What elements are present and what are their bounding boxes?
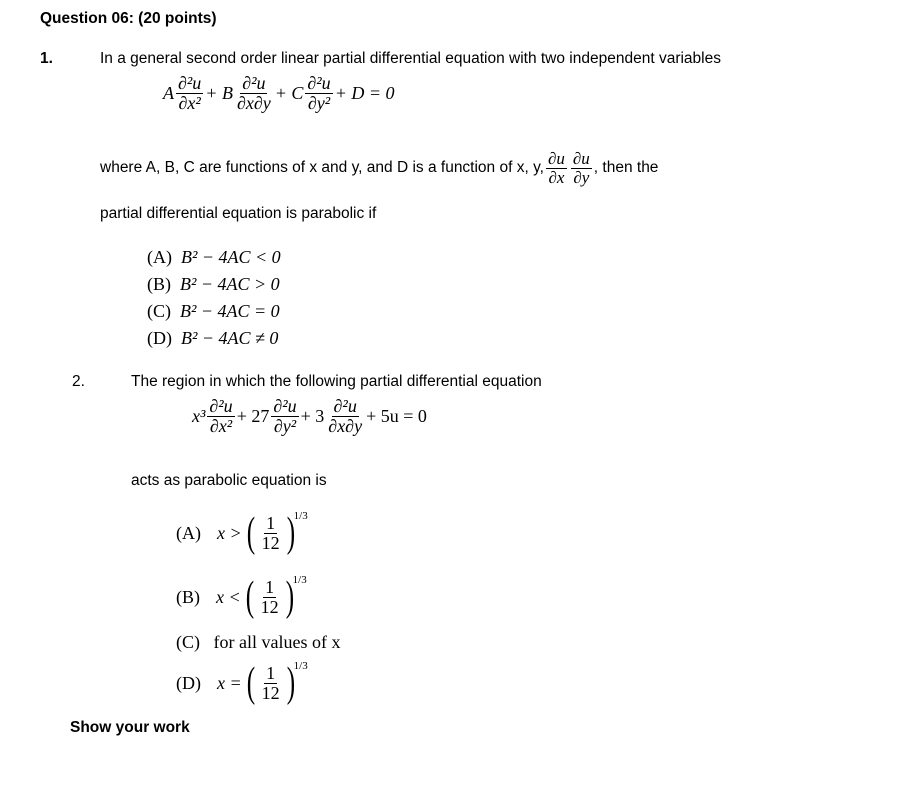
frac-d2u-dxdy: $\frac{\text{∂²u}}{\partial x\partial y}$	[236, 73, 271, 113]
frac-d2u-dx2: $\frac{\text{∂²u}}{\text{∂x²}}$	[178, 73, 202, 113]
x-cubed: x³	[192, 405, 206, 426]
q1-where-line	[100, 150, 658, 187]
q1-option-a: (A) B² − 4AC < 0	[147, 247, 281, 267]
show-work-label: Show your work	[70, 719, 190, 736]
q1-intro: In a general second order linear partial differential equation with two independent variables	[100, 50, 721, 67]
q1-number: 1.	[40, 50, 53, 67]
q2-line2: acts as parabolic equation is	[131, 472, 327, 489]
frac-d2u-dxdy: $\frac{\text{∂²u}}{\partial x\partial y}$	[328, 396, 363, 436]
q1-line3: partial differential equation is parabolic if	[100, 205, 377, 222]
coef-c: + C	[274, 82, 304, 103]
question-title: Question 06: (20 points)	[40, 10, 217, 27]
q1-equation	[163, 74, 394, 113]
frac-du-dy: $\frac{\partial u}{\partial y}$	[572, 149, 590, 187]
frac-d2u-dx2: $\frac{\text{∂²u}}{\text{∂x²}}$	[209, 396, 233, 436]
coef-d: + D = 0	[334, 82, 395, 103]
plus-3: + 3	[300, 405, 325, 426]
q1-option-d: (D) B² − 4AC ≠ 0	[147, 328, 279, 348]
frac-d2u-dy2: $\frac{\text{∂²u}}{\text{∂y²}}$	[273, 396, 297, 436]
q2-option-a: (A) x > ( $\frac{1}{12}$ ) 1/3	[176, 510, 308, 556]
plus-5u: + 5u = 0	[366, 405, 427, 426]
then-the-text: , then the	[593, 159, 659, 177]
q2-number: 2.	[72, 373, 85, 390]
q1-options	[147, 244, 281, 352]
q2-intro: The region in which the following partial differential equation	[131, 373, 542, 390]
coef-a: A	[163, 82, 174, 103]
plus-27: + 27	[236, 405, 270, 426]
where-text: where A, B, C are functions of x and y, and D is a function of x, y,	[100, 159, 544, 177]
q2-option-b: (B) x < ( $\frac{1}{12}$ ) 1/3	[176, 574, 307, 620]
q2-equation	[192, 397, 427, 436]
coef-b: + B	[205, 82, 233, 103]
q2-option-d: (D) x = ( $\frac{1}{12}$ ) 1/3	[176, 660, 308, 706]
q2-option-c: (C) for all values of x	[176, 632, 341, 652]
frac-du-dx: $\frac{\partial u}{\partial x}$	[547, 149, 565, 187]
frac-d2u-dy2: $\frac{\text{∂²u}}{\text{∂y²}}$	[307, 73, 331, 113]
q1-option-b: (B) B² − 4AC > 0	[147, 274, 280, 294]
q1-option-c: (C) B² − 4AC = 0	[147, 301, 280, 321]
